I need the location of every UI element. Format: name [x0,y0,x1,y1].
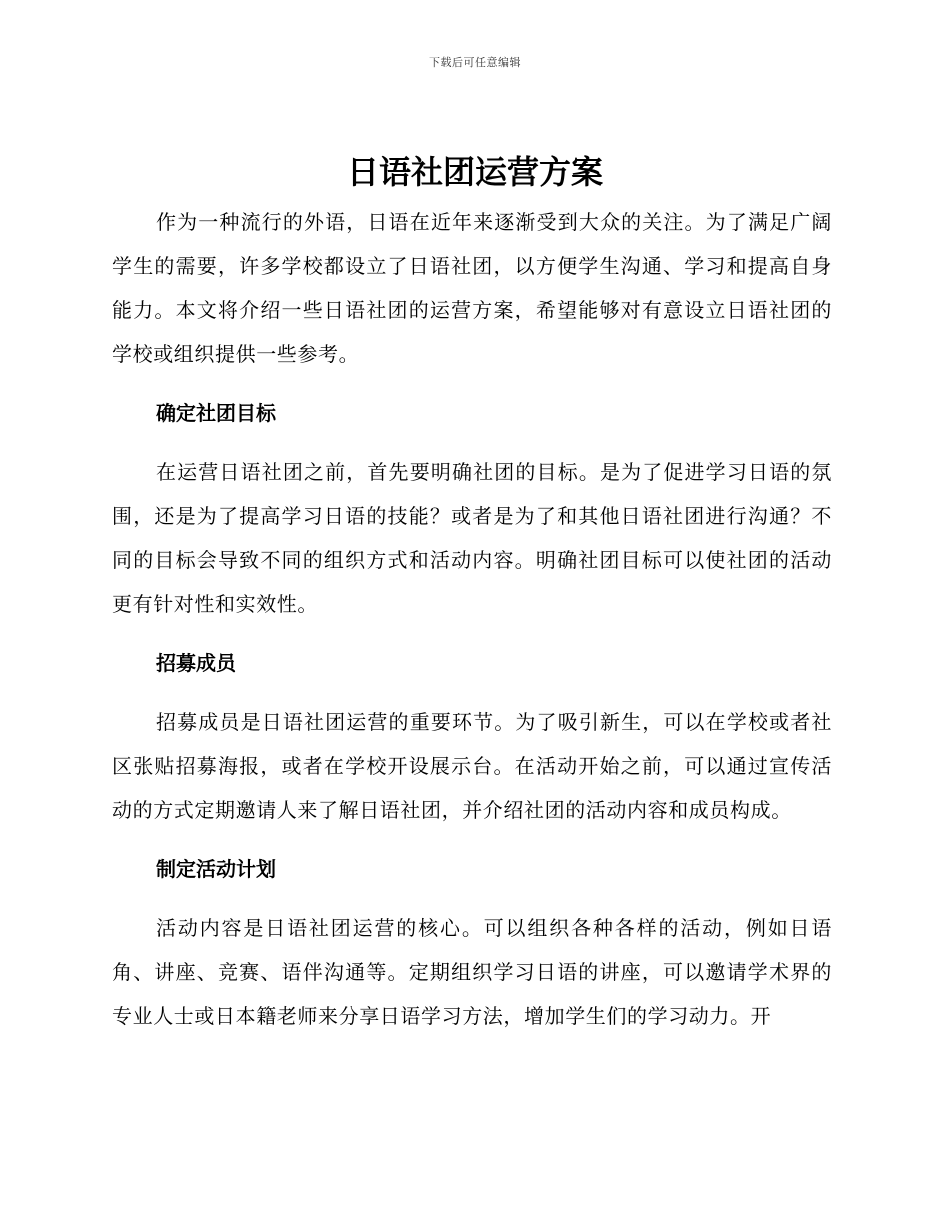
header-note: 下载后可任意编辑 [429,56,521,69]
document-title: 日语社团运营方案 [346,153,603,191]
spacer [112,891,832,906]
section-heading-goals: 确定社团目标 [156,401,276,425]
spacer [112,832,832,847]
spacer [112,435,832,450]
spacer [112,685,832,700]
document-body [112,200,832,1038]
section-body-plan: 活动内容是日语社团运营的核心。可以组织各种各样的活动，例如日语角、讲座、竞赛、语伴沟通等。定期组织学习日语的讲座，可以邀请学术界的专业人士或日本籍老师来分享日语学习方法，增加学生们的学习动力。开 [112,916,832,1028]
spacer [112,626,832,641]
section-heading-recruit: 招募成员 [156,651,236,675]
section-heading-plan: 制定活动计划 [156,857,276,881]
intro-paragraph: 作为一种流行的外语，日语在近年来逐渐受到大众的关注。为了满足广阔学生的需要，许多学校都设立了日语社团，以方便学生沟通、学习和提高自身能力。本文将介绍一些日语社团的运营方案，希望能够对有意设立日语社团的学校或组织提供一些参考。 [112,210,832,366]
section-body-recruit: 招募成员是日语社团运营的重要环节。为了吸引新生，可以在学校或者社区张贴招募海报，或者在学校开设展示台。在活动开始之前，可以通过宣传活动的方式定期邀请人来了解日语社团，并介绍社团的活动内容和成员构成。 [112,710,832,822]
section-body-goals: 在运营日语社团之前，首先要明确社团的目标。是为了促进学习日语的氛围，还是为了提高学习日语的技能？或者是为了和其他日语社团进行沟通？不同的目标会导致不同的组织方式和活动内容。明确社团目标可以使社团的活动更有针对性和实效性。 [112,460,832,616]
spacer [112,376,832,391]
